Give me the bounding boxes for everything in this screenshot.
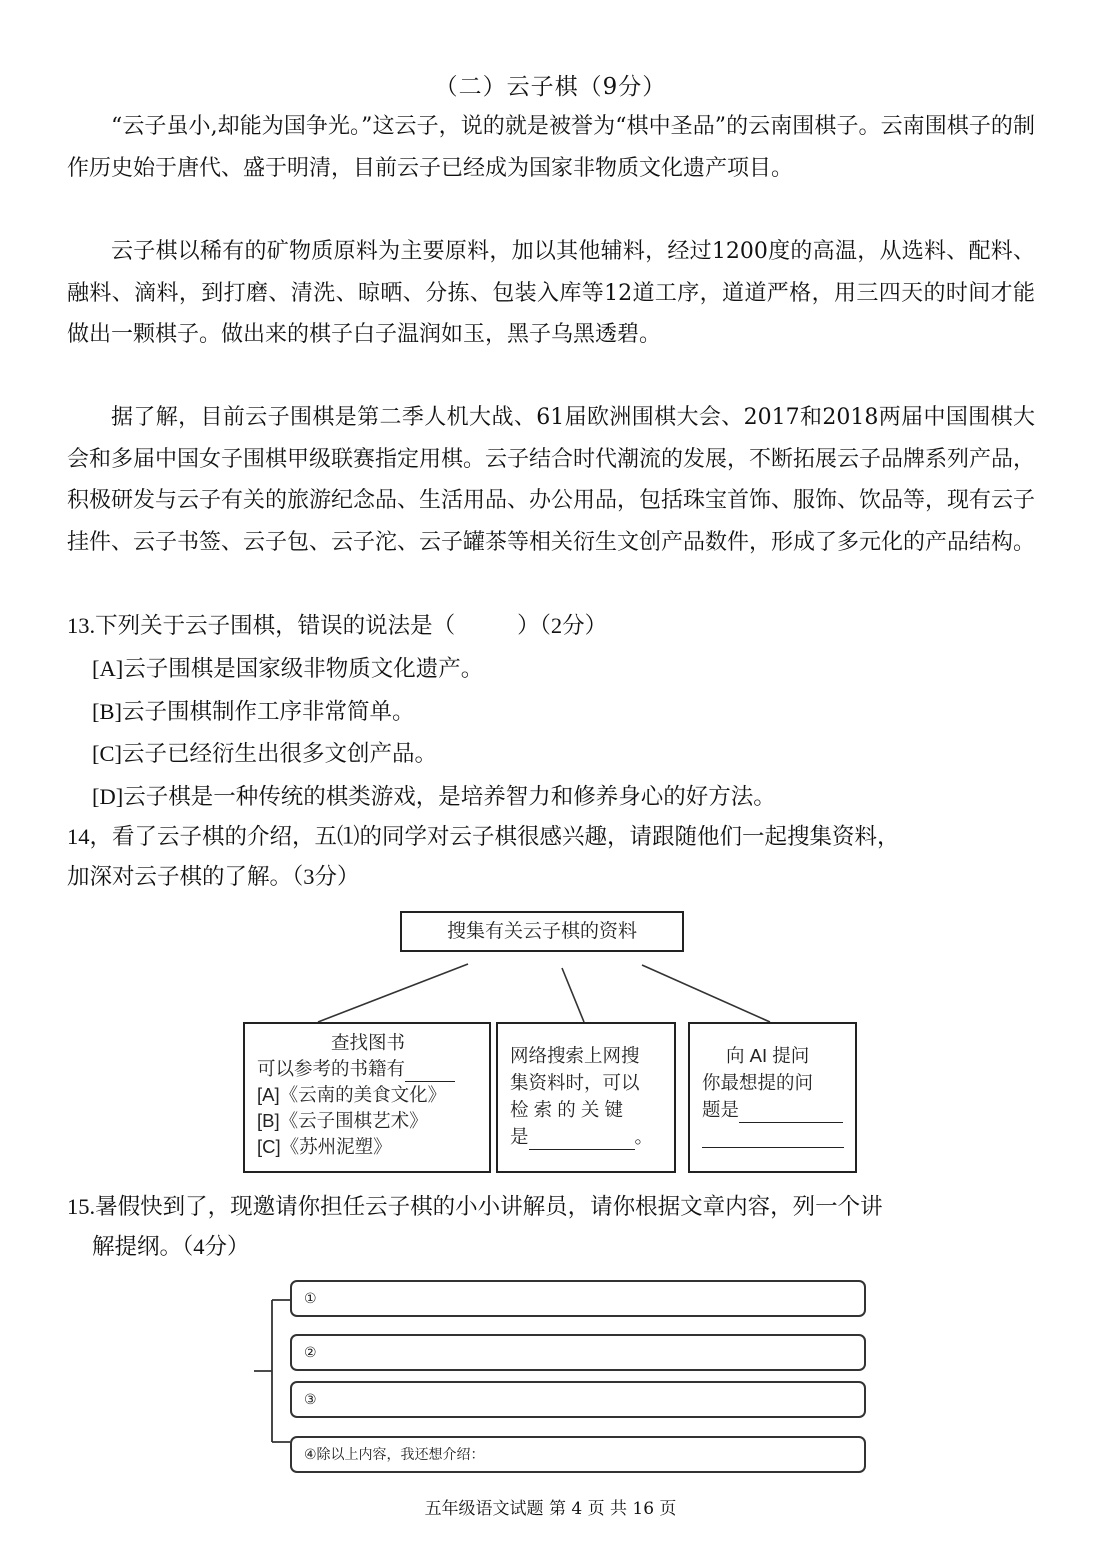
web-search-line-4-prefix: 是: [510, 1126, 529, 1147]
find-books-title: 查找图书: [330, 1032, 405, 1053]
question-13-text: 13.下列关于云子围棋，错误的说法是（: [67, 613, 456, 638]
passage-paragraph-2: 云子棋以稀有的矿物质原料为主要原料，加以其他辅料，经过1200度的高温，从选料、配料、融料、滴料，到打磨、清洗、晾晒、分拣、包装入库等12道工序，道道严格，用三四天的时间才能做出一颗棋子。做出来的棋子白子温润如玉，黑子乌黑透碧。: [67, 239, 1035, 347]
answer-blank-books[interactable]: [405, 1061, 455, 1082]
passage-paragraph-3: 据了解，目前云子围棋是第二季人机大战、61届欧洲围棋大会、2017和2018两届中国围棋大会和多届中国女子围棋甲级联赛指定用棋。云子结合时代潮流的发展，不断拓展云子品牌系列产品，积极研发与云子有关的旅游纪念品、生活用品、办公用品，包括珠宝首饰、服饰、饮品等，现有云子挂件、云子书签、云子包、云子沱、云子罐茶等相关衍生文创产品数件，形成了多元化的产品结构。: [67, 405, 1036, 555]
question-14-line-1: 14，看了云子棋的介绍，五⑴的同学对云子棋很感兴趣，请跟随他们一起搜集资料，: [67, 824, 900, 849]
ask-ai-line-3-prefix: 题是: [702, 1099, 740, 1120]
answer-blank-question-2[interactable]: [702, 1127, 844, 1148]
answer-blank-keywords[interactable]: [529, 1129, 635, 1150]
page-footer: 五年级语文试题 第 4 页 共 16 页: [424, 1499, 677, 1519]
option-c[interactable]: [C]云子已经衍生出很多文创产品。: [92, 741, 437, 766]
outline-item-4[interactable]: ④除以上内容，我还想介绍：: [290, 1436, 866, 1473]
ask-ai-box: [688, 1022, 857, 1173]
question-15-line-2: 解提纲。（4分）: [92, 1234, 250, 1259]
web-search-box: [496, 1022, 676, 1173]
ask-ai-line-3: [702, 1096, 847, 1123]
outline-item-3[interactable]: ③: [290, 1381, 866, 1418]
find-books-prompt: 可以参考的书籍有: [257, 1058, 406, 1079]
collect-info-box: [400, 911, 684, 952]
question-13-score: ）（2分）: [517, 613, 608, 638]
web-search-line-4: [510, 1123, 666, 1150]
question-14-line-2: 加深对云子棋的了解。（3分）: [67, 864, 360, 889]
outline-item-2[interactable]: ②: [290, 1334, 866, 1371]
book-option-c[interactable]: [C]《苏州泥塑》: [257, 1136, 392, 1157]
ask-ai-extra-line: [702, 1127, 847, 1148]
option-a[interactable]: [A]云子围棋是国家级非物质文化遗产。: [92, 656, 484, 681]
option-b[interactable]: [B]云子围棋制作工序非常简单。: [92, 699, 415, 724]
answer-blank-question[interactable]: [739, 1102, 843, 1123]
question-15-stem: [67, 1187, 1042, 1267]
collect-info-label: 搜集有关云子棋的资料: [446, 921, 637, 942]
ask-ai-line-1: 向 AI 提问: [726, 1045, 810, 1066]
find-books-prompt-row: [257, 1056, 479, 1082]
web-search-line-3: 检 索 的 关 键: [510, 1099, 624, 1120]
section-title: （二）云子棋（9分）: [434, 74, 667, 100]
option-d[interactable]: [D]云子棋是一种传统的棋类游戏，是培养智力和修养身心的好方法。: [92, 784, 776, 809]
find-books-box: [243, 1022, 491, 1173]
web-search-line-4-suffix: 。: [634, 1126, 654, 1147]
book-option-b[interactable]: [B]《云子围棋艺术》: [257, 1110, 428, 1131]
book-option-a[interactable]: [A]《云南的美食文化》: [257, 1084, 447, 1105]
web-search-line-1: 网络搜索上网搜: [510, 1045, 640, 1066]
question-15-line-1: 15.暑假快到了，现邀请你担任云子棋的小小讲解员，请你根据文章内容，列一个讲: [67, 1194, 883, 1219]
web-search-line-2: 集资料时，可以: [510, 1072, 640, 1093]
passage-paragraph-1: “云子虽小,却能为国争光。”这云子，说的就是被誉为“棋中圣品”的云南围棋子。云南围棋子的制作历史始于唐代、盛于明清，目前云子已经成为国家非物质文化遗产项目。: [67, 114, 1035, 181]
ask-ai-line-2: 你最想提的问: [702, 1072, 814, 1093]
outline-item-1[interactable]: ①: [290, 1280, 866, 1317]
